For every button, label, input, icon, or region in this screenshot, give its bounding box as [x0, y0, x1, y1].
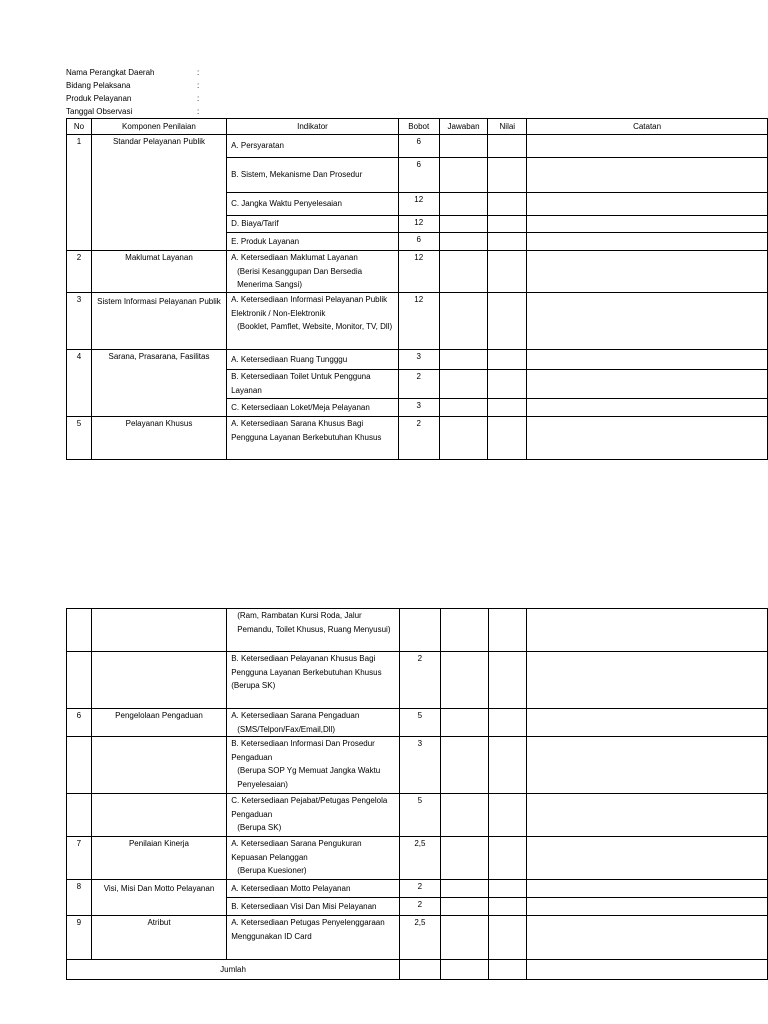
- assessment-table-page-1: [66, 118, 768, 460]
- cell-nilai[interactable]: [488, 158, 527, 193]
- indikator-text: A. Ketersediaan Maklumat Layanan: [231, 253, 358, 262]
- cell-nilai[interactable]: [488, 399, 527, 417]
- cell-nilai[interactable]: [488, 737, 526, 794]
- cell-catatan[interactable]: [527, 135, 768, 158]
- cell-nilai[interactable]: [488, 293, 527, 350]
- cell-catatan[interactable]: [527, 370, 768, 399]
- cell-bobot: 2: [400, 898, 441, 916]
- cell-indikator: [227, 837, 400, 880]
- field-bidang-pelaksana: [66, 79, 200, 92]
- cell-no: [67, 609, 92, 652]
- col-header-catatan: Catatan: [527, 119, 768, 135]
- indikator-text: A. Ketersediaan Sarana Pengaduan: [231, 711, 360, 720]
- table-row: [67, 417, 768, 460]
- cell-catatan[interactable]: [527, 794, 768, 837]
- cell-no: 6: [67, 709, 92, 737]
- cell-catatan[interactable]: [527, 293, 768, 350]
- cell-komponen: [91, 609, 226, 652]
- col-header-nilai: Nilai: [488, 119, 527, 135]
- indikator-text: B. Ketersediaan Informasi Dan Prosedur Pengaduan: [231, 739, 375, 762]
- table-row: [67, 737, 768, 794]
- indikator-note: (Berupa SK): [231, 681, 276, 690]
- cell-komponen: Sarana, Prasarana, Fasilitas: [91, 350, 226, 417]
- cell-indikator: A. Ketersediaan Sarana Khusus Bagi Pengguna Layanan Berkebutuhan Khusus: [227, 417, 399, 460]
- field-label: Tanggal Observasi: [66, 107, 133, 116]
- cell-no: 1: [67, 135, 92, 251]
- cell-catatan[interactable]: [527, 898, 768, 916]
- cell-bobot: 2: [398, 417, 439, 460]
- cell-nilai[interactable]: [488, 251, 527, 293]
- cell-nilai[interactable]: [488, 370, 527, 399]
- total-label: Jumlah: [67, 960, 400, 980]
- cell-no: [67, 737, 92, 794]
- cell-indikator: D. Biaya/Tarif: [227, 216, 399, 233]
- cell-komponen: Pelayanan Khusus: [91, 417, 226, 460]
- cell-no: 7: [67, 837, 92, 880]
- table-row: [67, 880, 768, 898]
- cell-indikator: [227, 652, 400, 709]
- cell-bobot: 6: [398, 135, 439, 158]
- cell-komponen: Atribut: [91, 916, 226, 960]
- cell-indikator: (Ram, Rambatan Kursi Roda, Jalur Pemandu, Toilet Khusus, Ruang Menyusui): [227, 609, 400, 652]
- col-header-jawaban: Jawaban: [439, 119, 488, 135]
- field-label: Produk Pelayanan: [66, 94, 132, 103]
- cell-jawaban[interactable]: [439, 399, 488, 417]
- cell-no: 4: [67, 350, 92, 417]
- cell-indikator: [227, 251, 399, 293]
- indikator-text: A. Ketersediaan Sarana Pengukuran Kepuasan Pelanggan: [231, 839, 362, 862]
- cell-indikator: A. Persyaratan: [227, 135, 399, 158]
- cell-jawaban[interactable]: [440, 652, 488, 709]
- total-jawaban[interactable]: [440, 960, 488, 980]
- cell-jawaban[interactable]: [439, 350, 488, 370]
- col-header-no: No: [67, 119, 92, 135]
- cell-jawaban[interactable]: [440, 916, 488, 960]
- cell-komponen: Visi, Misi Dan Motto Pelayanan: [91, 880, 226, 916]
- field-colon: :: [197, 81, 200, 90]
- cell-catatan[interactable]: [527, 350, 768, 370]
- table-row: [67, 135, 768, 158]
- cell-nilai[interactable]: [488, 794, 526, 837]
- cell-nilai[interactable]: [488, 652, 526, 709]
- cell-bobot: 3: [398, 399, 439, 417]
- cell-jawaban[interactable]: [440, 837, 488, 880]
- cell-indikator: A. Ketersediaan Motto Pelayanan: [227, 880, 400, 898]
- table-row: [67, 794, 768, 837]
- cell-bobot: 12: [398, 193, 439, 216]
- cell-indikator: B. Ketersediaan Visi Dan Misi Pelayanan: [227, 898, 400, 916]
- cell-bobot: 2: [400, 652, 441, 709]
- cell-jawaban[interactable]: [439, 417, 488, 460]
- field-colon: :: [197, 94, 200, 103]
- total-catatan[interactable]: [527, 960, 768, 980]
- cell-komponen: [91, 652, 226, 709]
- cell-indikator: C. Ketersediaan Loket/Meja Pelayanan: [227, 399, 399, 417]
- cell-jawaban[interactable]: [440, 709, 488, 737]
- cell-jawaban[interactable]: [439, 370, 488, 399]
- cell-nilai[interactable]: [488, 233, 527, 251]
- field-nama-perangkat-daerah: [66, 66, 200, 79]
- cell-no: 3: [67, 293, 92, 350]
- cell-jawaban[interactable]: [439, 158, 488, 193]
- cell-bobot: 2,5: [400, 916, 441, 960]
- cell-nilai[interactable]: [488, 898, 526, 916]
- field-tanggal-observasi: [66, 105, 200, 118]
- table-header-row: [67, 119, 768, 135]
- total-nilai[interactable]: [488, 960, 526, 980]
- cell-catatan[interactable]: [527, 251, 768, 293]
- cell-no: [67, 794, 92, 837]
- cell-indikator: [227, 794, 400, 837]
- cell-bobot: 12: [398, 251, 439, 293]
- cell-catatan[interactable]: [527, 399, 768, 417]
- cell-jawaban[interactable]: [440, 609, 488, 652]
- col-header-indikator: Indikator: [227, 119, 399, 135]
- col-header-bobot: Bobot: [398, 119, 439, 135]
- cell-bobot: 12: [398, 293, 439, 350]
- cell-jawaban[interactable]: [439, 233, 488, 251]
- cell-bobot: 6: [398, 233, 439, 251]
- field-produk-pelayanan: [66, 92, 200, 105]
- cell-bobot: 6: [398, 158, 439, 193]
- cell-jawaban[interactable]: [440, 880, 488, 898]
- cell-catatan[interactable]: [527, 609, 768, 652]
- field-colon: :: [197, 107, 200, 116]
- cell-komponen: [91, 737, 226, 794]
- cell-jawaban[interactable]: [439, 193, 488, 216]
- cell-nilai[interactable]: [488, 135, 527, 158]
- table-row: [67, 350, 768, 370]
- cell-komponen: Standar Pelayanan Publik: [91, 135, 226, 251]
- indikator-text: A. Ketersediaan Informasi Pelayanan Publik Elektronik / Non-Elektronik: [231, 295, 388, 318]
- cell-nilai[interactable]: [488, 609, 526, 652]
- cell-jawaban[interactable]: [439, 251, 488, 293]
- table-row: [67, 251, 768, 293]
- cell-indikator: [227, 709, 400, 737]
- field-label: Nama Perangkat Daerah: [66, 68, 155, 77]
- cell-bobot: 3: [398, 350, 439, 370]
- cell-nilai[interactable]: [488, 193, 527, 216]
- cell-nilai[interactable]: [488, 916, 526, 960]
- total-row: [67, 960, 768, 980]
- cell-nilai[interactable]: [488, 417, 527, 460]
- cell-catatan[interactable]: [527, 709, 768, 737]
- cell-no: 8: [67, 880, 92, 916]
- col-header-komponen: Komponen Penilaian: [91, 119, 226, 135]
- cell-catatan[interactable]: [527, 417, 768, 460]
- cell-jawaban[interactable]: [440, 737, 488, 794]
- indikator-note: (SMS/Telpon/Fax/Email,Dll): [237, 724, 336, 734]
- cell-no: 2: [67, 251, 92, 293]
- cell-nilai[interactable]: [488, 880, 526, 898]
- cell-bobot: 2,5: [400, 837, 441, 880]
- cell-indikator: A. Ketersediaan Ruang Tungggu: [227, 350, 399, 370]
- table-row: [67, 709, 768, 737]
- cell-nilai[interactable]: [488, 216, 527, 233]
- cell-no: [67, 652, 92, 709]
- indikator-note: (Booklet, Pamflet, Website, Monitor, TV, Dll): [237, 322, 393, 331]
- cell-catatan[interactable]: [527, 652, 768, 709]
- cell-nilai[interactable]: [488, 350, 527, 370]
- field-colon: :: [197, 68, 200, 77]
- cell-catatan[interactable]: [527, 193, 768, 216]
- cell-jawaban[interactable]: [439, 293, 488, 350]
- cell-komponen: Sistem Informasi Pelayanan Publik: [91, 293, 226, 350]
- table-row: [67, 293, 768, 350]
- cell-komponen: [91, 794, 226, 837]
- indikator-note: (Berupa Kuesioner): [237, 866, 307, 875]
- table-row: [67, 609, 768, 652]
- cell-jawaban[interactable]: [440, 898, 488, 916]
- cell-indikator: B. Sistem, Mekanisme Dan Prosedur: [227, 158, 399, 193]
- total-bobot[interactable]: [400, 960, 441, 980]
- table-row: [67, 837, 768, 880]
- cell-komponen: Pengelolaan Pengaduan: [91, 709, 226, 737]
- cell-catatan[interactable]: [527, 737, 768, 794]
- cell-bobot: [400, 609, 441, 652]
- assessment-table-page-2: [66, 608, 768, 980]
- field-label: Bidang Pelaksana: [66, 81, 131, 90]
- cell-indikator: A. Ketersediaan Petugas Penyelenggaraan Menggunakan ID Card: [227, 916, 400, 960]
- cell-indikator: [227, 293, 399, 350]
- cell-jawaban[interactable]: [439, 216, 488, 233]
- cell-bobot: 2: [400, 880, 441, 898]
- indikator-note: (Berupa SK): [237, 823, 282, 832]
- cell-catatan[interactable]: [527, 158, 768, 193]
- cell-catatan[interactable]: [527, 233, 768, 251]
- cell-indikator: C. Jangka Waktu Penyelesaian: [227, 193, 399, 216]
- cell-jawaban[interactable]: [439, 135, 488, 158]
- cell-bobot: 2: [398, 370, 439, 399]
- cell-no: 9: [67, 916, 92, 960]
- cell-komponen: Maklumat Layanan: [91, 251, 226, 293]
- table-row: [67, 916, 768, 960]
- indikator-text: C. Ketersediaan Pejabat/Petugas Pengelola Pengaduan: [231, 796, 388, 819]
- cell-jawaban[interactable]: [440, 794, 488, 837]
- cell-nilai[interactable]: [488, 709, 526, 737]
- cell-bobot: 5: [400, 709, 441, 737]
- cell-catatan[interactable]: [527, 880, 768, 898]
- cell-bobot: 3: [400, 737, 441, 794]
- cell-nilai[interactable]: [488, 837, 526, 880]
- cell-no: 5: [67, 417, 92, 460]
- indikator-note: (Berupa SOP Yg Memuat Jangka Waktu Penyelesaian): [237, 766, 381, 789]
- indikator-note: (Berisi Kesanggupan Dan Bersedia Menerima Sangsi): [237, 266, 363, 289]
- cell-catatan[interactable]: [527, 216, 768, 233]
- cell-catatan[interactable]: [527, 837, 768, 880]
- cell-komponen: Penilaian Kinerja: [91, 837, 226, 880]
- form-header: [66, 66, 200, 118]
- cell-bobot: 12: [398, 216, 439, 233]
- table-row: [67, 652, 768, 709]
- cell-indikator: B. Ketersediaan Toilet Untuk Pengguna Layanan: [227, 370, 399, 399]
- cell-catatan[interactable]: [527, 916, 768, 960]
- cell-indikator: E. Produk Layanan: [227, 233, 399, 251]
- cell-indikator: [227, 737, 400, 794]
- cell-bobot: 5: [400, 794, 441, 837]
- indikator-text: B. Ketersediaan Pelayanan Khusus Bagi Pengguna Layanan Berkebutuhan Khusus: [231, 654, 382, 677]
